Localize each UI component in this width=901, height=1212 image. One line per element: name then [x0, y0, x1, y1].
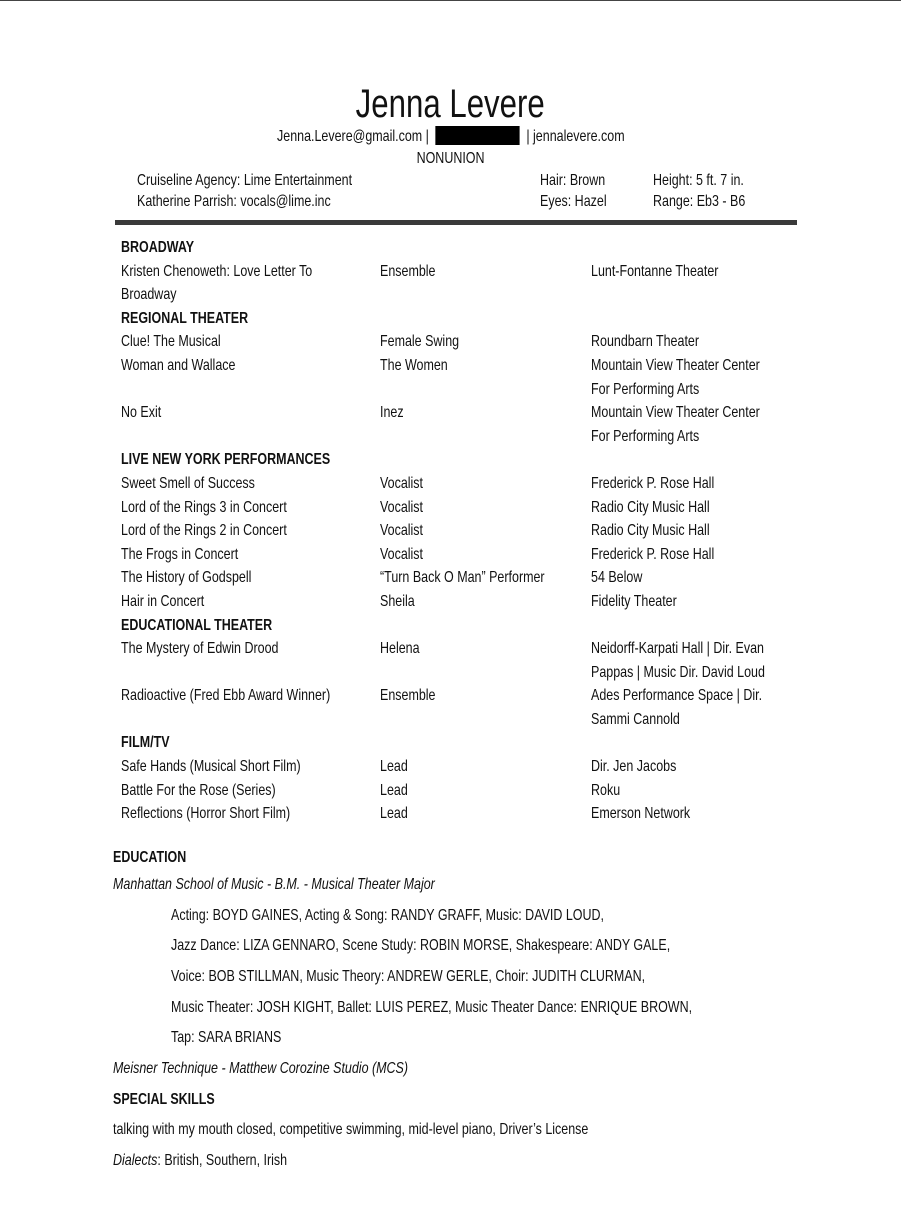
credit-venue	[591, 637, 801, 684]
credit-venue-line	[591, 519, 801, 543]
credit-venue-line	[591, 425, 801, 449]
section-heading	[121, 731, 801, 755]
credit-venue-line	[591, 708, 801, 732]
credit-role-line	[380, 684, 591, 708]
credit-show	[121, 354, 380, 401]
credit-venue	[591, 519, 801, 543]
section-heading-text: REGIONAL THEATER	[121, 309, 249, 327]
section-heading	[121, 236, 801, 260]
credit-row	[121, 779, 801, 803]
credit-role-line	[380, 260, 591, 284]
credit-show	[121, 472, 380, 496]
credit-role	[380, 330, 591, 354]
credit-row	[121, 496, 801, 520]
contact-line	[0, 126, 901, 148]
header-divider	[115, 220, 797, 225]
credit-venue-line	[591, 472, 801, 496]
credit-show-line	[121, 330, 380, 354]
credit-show	[121, 779, 380, 803]
education-section	[113, 845, 813, 1176]
teachers-line: Voice: BOB STILLMAN, Music Theory: ANDREW GERLE, Choir: JUDITH CLURMAN,	[171, 968, 646, 986]
credit-venue-line	[591, 661, 801, 685]
credit-row	[121, 543, 801, 567]
credit-role-text: Vocalist	[380, 522, 424, 540]
credit-venue-text: Neidorff-Karpati Hall | Dir. Evan	[591, 640, 764, 658]
credit-role	[380, 543, 591, 567]
credit-role	[380, 590, 591, 614]
credit-row	[121, 566, 801, 590]
credit-venue-text: Ades Performance Space | Dir.	[591, 687, 763, 705]
credit-role-text: “Turn Back O Man” Performer	[380, 569, 545, 587]
credit-row	[121, 684, 801, 731]
credit-show-text: Broadway	[121, 286, 177, 304]
credit-show-line	[121, 354, 380, 378]
credit-venue-text: Roku	[591, 781, 621, 799]
credit-venue	[591, 472, 801, 496]
credit-show-line	[121, 755, 380, 779]
credit-show-text: Lord of the Rings 3 in Concert	[121, 498, 287, 516]
credit-show-line	[121, 472, 380, 496]
credit-role	[380, 637, 591, 684]
credit-role	[380, 802, 591, 826]
credit-row	[121, 354, 801, 401]
credit-venue-line	[591, 543, 801, 567]
credit-show	[121, 684, 380, 731]
credit-show	[121, 330, 380, 354]
skills-list: talking with my mouth closed, competitive swimming, mid-level piano, Driver’s License	[113, 1120, 589, 1138]
credit-show	[121, 260, 380, 307]
credit-show-text: The Mystery of Edwin Drood	[121, 640, 279, 658]
credit-row	[121, 401, 801, 448]
credit-role	[380, 755, 591, 779]
credit-role-line	[380, 543, 591, 567]
credit-role-line	[380, 519, 591, 543]
body-info	[653, 170, 771, 212]
credit-row	[121, 260, 801, 307]
credit-venue	[591, 354, 801, 401]
credit-role-line	[380, 779, 591, 803]
credit-show-text: Battle For the Rose (Series)	[121, 781, 276, 799]
credit-venue-line	[591, 637, 801, 661]
agent-contact: Katherine Parrish: vocals@lime.inc	[137, 193, 331, 210]
credit-venue-line	[591, 496, 801, 520]
eyes: Eyes: Hazel	[540, 193, 607, 210]
credit-venue-line	[591, 260, 801, 284]
credit-venue	[591, 543, 801, 567]
hair: Hair: Brown	[540, 172, 606, 189]
credit-venue-text: For Performing Arts	[591, 380, 700, 398]
union-status	[0, 148, 901, 170]
education-heading: EDUCATION	[113, 849, 187, 866]
credit-show	[121, 802, 380, 826]
credit-venue-text: Fidelity Theater	[591, 592, 677, 610]
credit-venue-text: For Performing Arts	[591, 427, 700, 445]
name-text: Jenna Levere	[355, 82, 546, 126]
credit-role	[380, 779, 591, 803]
credit-venue-text: Lunt-Fontanne Theater	[591, 262, 719, 280]
credit-venue-text: Radio City Music Hall	[591, 498, 710, 516]
credit-row	[121, 802, 801, 826]
credit-venue	[591, 401, 801, 448]
skills-heading: SPECIAL SKILLS	[113, 1090, 215, 1108]
credit-show	[121, 566, 380, 590]
credit-show	[121, 637, 380, 684]
credit-venue-text: Mountain View Theater Center	[591, 356, 760, 374]
credit-venue-line	[591, 684, 801, 708]
credit-venue	[591, 590, 801, 614]
credit-role-text: Vocalist	[380, 498, 424, 516]
credit-venue-line	[591, 378, 801, 402]
section-heading-text: EDUCATIONAL THEATER	[121, 616, 273, 634]
page-top-border	[0, 0, 901, 1]
credit-role-line	[380, 496, 591, 520]
credit-show-text: Safe Hands (Musical Short Film)	[121, 758, 301, 776]
appearance-info	[540, 170, 625, 212]
credit-show-text: Woman and Wallace	[121, 356, 236, 374]
credit-show-line	[121, 260, 380, 284]
credit-show-text: Hair in Concert	[121, 592, 205, 610]
credit-show-line	[121, 283, 380, 307]
credit-role-text: Inez	[380, 404, 404, 422]
credit-show-line	[121, 543, 380, 567]
credit-role	[380, 684, 591, 731]
credit-venue-text: Radio City Music Hall	[591, 522, 710, 540]
credit-venue-text: Frederick P. Rose Hall	[591, 545, 715, 563]
credit-venue	[591, 684, 801, 731]
credit-venue-line	[591, 401, 801, 425]
credit-show-line	[121, 519, 380, 543]
credit-show-line	[121, 802, 380, 826]
credit-venue-text: Emerson Network	[591, 805, 691, 823]
agency-info	[137, 170, 413, 212]
credit-show-line	[121, 401, 380, 425]
credit-role	[380, 401, 591, 448]
section-heading	[121, 448, 801, 472]
credit-show-text: Sweet Smell of Success	[121, 474, 255, 492]
credit-venue-line	[591, 755, 801, 779]
credit-row	[121, 590, 801, 614]
credit-venue-text: Sammi Cannold	[591, 710, 680, 728]
credit-show-text: The History of Godspell	[121, 569, 252, 587]
credit-show-line	[121, 637, 380, 661]
credit-venue	[591, 496, 801, 520]
credit-role	[380, 260, 591, 307]
credit-role-text: Vocalist	[380, 474, 424, 492]
credit-role-text: Lead	[380, 758, 408, 776]
height: Height: 5 ft. 7 in.	[653, 172, 744, 189]
credit-venue-text: Roundbarn Theater	[591, 333, 700, 351]
credit-role-text: Sheila	[380, 592, 415, 610]
credit-show-line	[121, 566, 380, 590]
credit-role-line	[380, 755, 591, 779]
credit-row	[121, 330, 801, 354]
credit-venue	[591, 330, 801, 354]
credit-show-text: No Exit	[121, 404, 162, 422]
credit-venue-text: Frederick P. Rose Hall	[591, 474, 715, 492]
vocal-range: Range: Eb3 - B6	[653, 193, 746, 210]
credit-venue-text: Dir. Jen Jacobs	[591, 758, 677, 776]
credit-show-text: Clue! The Musical	[121, 333, 221, 351]
dialects-value: : British, Southern, Irish	[157, 1151, 288, 1169]
credit-role-text: Ensemble	[380, 262, 436, 280]
credit-role-line	[380, 637, 591, 661]
credit-role-text: Helena	[380, 640, 420, 658]
credit-show-line	[121, 779, 380, 803]
resume-name	[0, 80, 901, 128]
credit-show	[121, 755, 380, 779]
school: Manhattan School of Music - B.M. - Musical Theater Major	[113, 876, 435, 893]
credit-show	[121, 543, 380, 567]
credit-venue	[591, 566, 801, 590]
credit-show-text: Radioactive (Fred Ebb Award Winner)	[121, 687, 331, 705]
credit-role-line	[380, 590, 591, 614]
credit-show-line	[121, 496, 380, 520]
credit-show-line	[121, 684, 380, 708]
credit-show	[121, 590, 380, 614]
email: Jenna.Levere@gmail.com |	[276, 128, 429, 145]
credit-role-text: Lead	[380, 805, 408, 823]
credit-role-line	[380, 401, 591, 425]
credit-role	[380, 472, 591, 496]
credit-show-text: Reflections (Horror Short Film)	[121, 805, 291, 823]
section-heading-text: FILM/TV	[121, 734, 170, 752]
credit-show	[121, 519, 380, 543]
dialects	[113, 1146, 287, 1177]
section-heading-text: BROADWAY	[121, 239, 195, 256]
credit-venue-line	[591, 566, 801, 590]
credit-venue	[591, 779, 801, 803]
credit-show	[121, 496, 380, 520]
contact-line-inner	[277, 126, 625, 148]
studio: Meisner Technique - Matthew Corozine Studio (MCS)	[113, 1060, 409, 1078]
credit-venue-text: Mountain View Theater Center	[591, 404, 760, 422]
credit-row	[121, 637, 801, 684]
teachers-line: Music Theater: JOSH KIGHT, Ballet: LUIS PEREZ, Music Theater Dance: ENRIQUE BROWN,	[171, 998, 693, 1016]
credit-role-line	[380, 354, 591, 378]
credit-show	[121, 401, 380, 448]
teachers-line: Tap: SARA BRIANS	[171, 1029, 282, 1047]
credit-role-text: Female Swing	[380, 333, 460, 351]
credit-row	[121, 472, 801, 496]
credit-venue-text: Pappas | Music Dir. David Loud	[591, 663, 765, 681]
section-heading-text: LIVE NEW YORK PERFORMANCES	[121, 451, 331, 469]
agency-line: Cruiseline Agency: Lime Entertainment	[137, 172, 353, 189]
credit-venue	[591, 755, 801, 779]
credit-venue	[591, 802, 801, 826]
credit-venue-line	[591, 354, 801, 378]
union-status-text: NONUNION	[416, 150, 485, 167]
section-heading	[121, 614, 801, 638]
credit-venue-line	[591, 330, 801, 354]
credit-venue	[591, 260, 801, 307]
credit-role	[380, 519, 591, 543]
credit-role	[380, 354, 591, 401]
credit-show-text: Lord of the Rings 2 in Concert	[121, 522, 287, 540]
credit-venue-line	[591, 779, 801, 803]
credit-role-text: Lead	[380, 781, 408, 799]
teachers-line: Acting: BOYD GAINES, Acting & Song: RANDY GRAFF, Music: DAVID LOUD,	[171, 906, 605, 924]
credit-role	[380, 566, 591, 590]
credit-show-text: Kristen Chenoweth: Love Letter To	[121, 262, 313, 280]
credit-row	[121, 755, 801, 779]
credit-role-line	[380, 802, 591, 826]
credit-role-line	[380, 330, 591, 354]
dialects-label: Dialects	[113, 1151, 158, 1169]
credit-role-line	[380, 472, 591, 496]
website: | jennalevere.com	[526, 128, 625, 145]
credit-venue-line	[591, 802, 801, 826]
credits-table	[121, 236, 801, 826]
credit-row	[121, 519, 801, 543]
credit-venue-line	[591, 590, 801, 614]
credit-role-text: The Women	[380, 356, 448, 374]
section-heading	[121, 307, 801, 331]
teachers-line: Jazz Dance: LIZA GENNARO, Scene Study: ROBIN MORSE, Shakespeare: ANDY GALE,	[171, 937, 671, 955]
credit-venue-text: 54 Below	[591, 569, 643, 587]
credit-role-text: Vocalist	[380, 545, 424, 563]
redacted-phone	[435, 126, 519, 145]
credit-role-text: Ensemble	[380, 687, 436, 705]
credit-role-line	[380, 566, 591, 590]
credit-role	[380, 496, 591, 520]
credit-show-line	[121, 590, 380, 614]
credit-show-text: The Frogs in Concert	[121, 545, 239, 563]
